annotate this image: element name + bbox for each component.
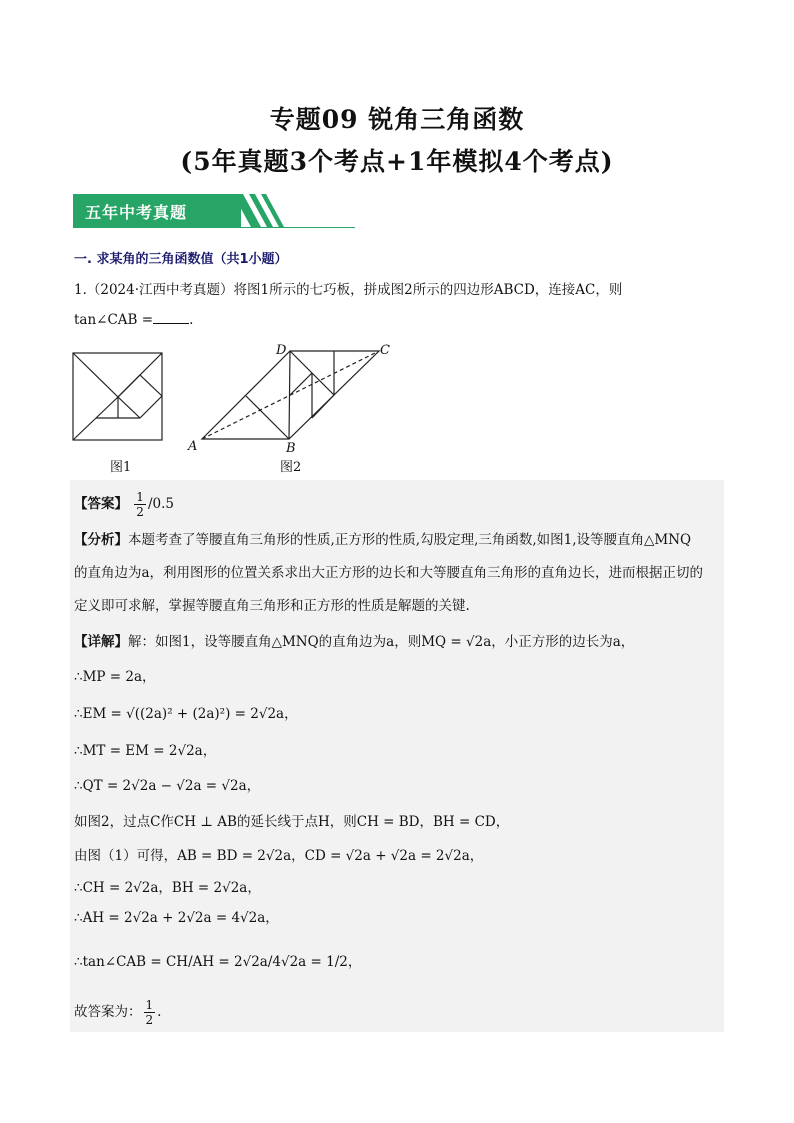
detail-line6: 如图2，过点C作CH ⊥ AB的延长线于点H，则CH = BD，BH = CD， bbox=[74, 814, 510, 830]
banner-label: 五年中考真题 bbox=[85, 203, 188, 222]
point-b-label: B bbox=[286, 441, 296, 452]
final-fraction: $\frac{1}{2}$ bbox=[145, 998, 154, 1027]
analysis-label: 【分析】 bbox=[74, 532, 128, 548]
analysis-line1: 【分析】本题考查了等腰直角三角形的性质,正方形的性质,勾股定理,三角函数,如图1,设等腰直角△MNQ bbox=[74, 532, 692, 548]
question-period: . bbox=[189, 312, 194, 328]
figure-1-caption: 图1 bbox=[110, 460, 132, 475]
detail-line3: ∴EM = √((2a)² + (2a)²) = 2√2a， bbox=[74, 706, 298, 722]
point-c-label: C bbox=[380, 343, 390, 358]
banner-underline bbox=[73, 227, 355, 228]
answer-alt: /0.5 bbox=[147, 496, 174, 512]
answer-blank bbox=[153, 311, 189, 324]
answer-line bbox=[74, 490, 174, 519]
banner-stripes-icon bbox=[233, 194, 333, 228]
detail-line2: ∴MP = 2a， bbox=[74, 669, 156, 685]
detail-line4: ∴MT = EM = 2√2a， bbox=[74, 743, 217, 759]
final-answer-line: 故答案为： $\frac{1}{2}$ . bbox=[74, 998, 162, 1027]
figure-2-caption: 图2 bbox=[280, 460, 302, 475]
question-line1: 1.（2024·江西中考真题）将图1所示的七巧板，拼成图2所示的四边形ABCD，连接AC，则 bbox=[74, 282, 623, 298]
detail-line10: ∴tan∠CAB = CH/AH = 2√2a/4√2a = 1/2， bbox=[74, 954, 362, 970]
answer-label: 【答案】 bbox=[74, 496, 128, 512]
tangram-figure-2 bbox=[186, 340, 396, 452]
section-banner bbox=[73, 194, 355, 228]
page-subtitle: (5年真题3个考点+1年模拟4个考点) bbox=[180, 147, 614, 176]
detail-line1: 【详解】解：如图1，设等腰直角△MNQ的直角边为a，则MQ = √2a，小正方形的边长为a， bbox=[74, 634, 635, 650]
analysis-line3: 定义即可求解，掌握等腰直角三角形和正方形的性质是解题的关键. bbox=[74, 598, 470, 614]
detail-label: 【详解】 bbox=[74, 634, 128, 650]
tangram-figure-1 bbox=[72, 352, 164, 442]
point-d-label: D bbox=[276, 343, 287, 358]
point-a-label: A bbox=[188, 439, 198, 452]
question-line2 bbox=[74, 310, 193, 330]
question-tan-expression: tan∠CAB = bbox=[74, 312, 154, 328]
section-heading: 一. 求某角的三角函数值（共1小题） bbox=[74, 252, 288, 267]
detail-line5: ∴QT = 2√2a − √2a = √2a， bbox=[74, 778, 261, 794]
detail-line8: ∴CH = 2√2a，BH = 2√2a， bbox=[74, 880, 261, 896]
answer-fraction: $\frac{1}{2}$ bbox=[136, 490, 144, 519]
detail-line9: ∴AH = 2√2a + 2√2a = 4√2a， bbox=[74, 910, 279, 926]
page-title: 专题09 锐角三角函数 bbox=[269, 105, 525, 134]
detail-line7: 由图（1）可得，AB = BD = 2√2a，CD = √2a + √2a = 2√2a， bbox=[74, 848, 484, 864]
analysis-line2: 的直角边为a，利用图形的位置关系求出大正方形的边长和大等腰直角三角形的直角边长，进而根据正切的 bbox=[74, 565, 704, 581]
